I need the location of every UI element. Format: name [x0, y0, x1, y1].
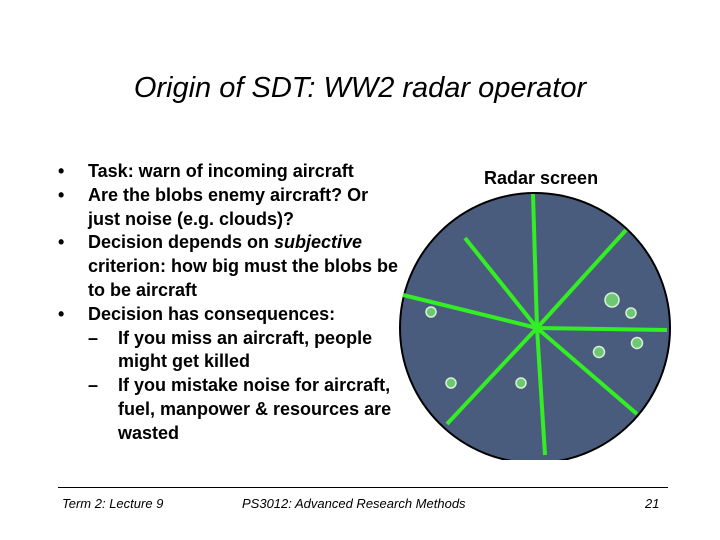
- radar-screen-illustration: [380, 180, 680, 460]
- radar-blob: [446, 378, 456, 388]
- radar-line: [537, 328, 667, 330]
- bullet-item: [58, 303, 398, 327]
- sub-bullet-marker: –: [88, 375, 99, 396]
- radar-blob: [626, 308, 636, 318]
- bullet-text: Decision has consequences:: [88, 303, 336, 324]
- bullet-text: criterion: how big must the blobs be to be aircraft: [88, 256, 399, 300]
- radar-blob: [594, 347, 605, 358]
- sub-bullet-text: If you miss an aircraft, people might get killed: [118, 327, 373, 372]
- bullet-item: [58, 231, 398, 302]
- radar-blob: [632, 338, 643, 349]
- radar-label: Radar screen: [484, 168, 599, 188]
- footer-center: PS3012: Advanced Research Methods: [242, 496, 466, 511]
- footer-left: Term 2: Lecture 9: [62, 496, 164, 511]
- footer-divider: [58, 487, 668, 488]
- slide-title: Origin of SDT: WW2 radar operator: [133, 72, 587, 104]
- footer-page-number: 21: [645, 496, 660, 511]
- sub-bullet-item: [58, 327, 398, 375]
- sub-bullet-marker: –: [88, 327, 99, 348]
- bullet-text: Task: warn of incoming aircraft: [88, 161, 354, 181]
- bullet-text: Are the blobs enemy aircraft? Or just noise (e.g. clouds)?: [88, 184, 369, 229]
- sub-bullet-item: [58, 374, 398, 445]
- bullet-marker: •: [58, 161, 65, 181]
- bullet-marker: •: [58, 303, 65, 324]
- bullet-item: [58, 184, 398, 232]
- radar-blob: [605, 293, 619, 307]
- bullet-text-emphasis: subjective: [274, 232, 363, 253]
- sub-bullet-text: If you mistake noise for aircraft, fuel, manpower & resources are wasted: [118, 375, 392, 443]
- bullet-marker: •: [58, 232, 65, 253]
- bullet-list: [58, 160, 398, 446]
- radar-blob: [426, 307, 436, 317]
- bullet-item: [58, 160, 398, 184]
- radar-blob: [516, 378, 526, 388]
- bullet-text: Decision depends on: [88, 232, 275, 253]
- bullet-marker: •: [58, 184, 65, 205]
